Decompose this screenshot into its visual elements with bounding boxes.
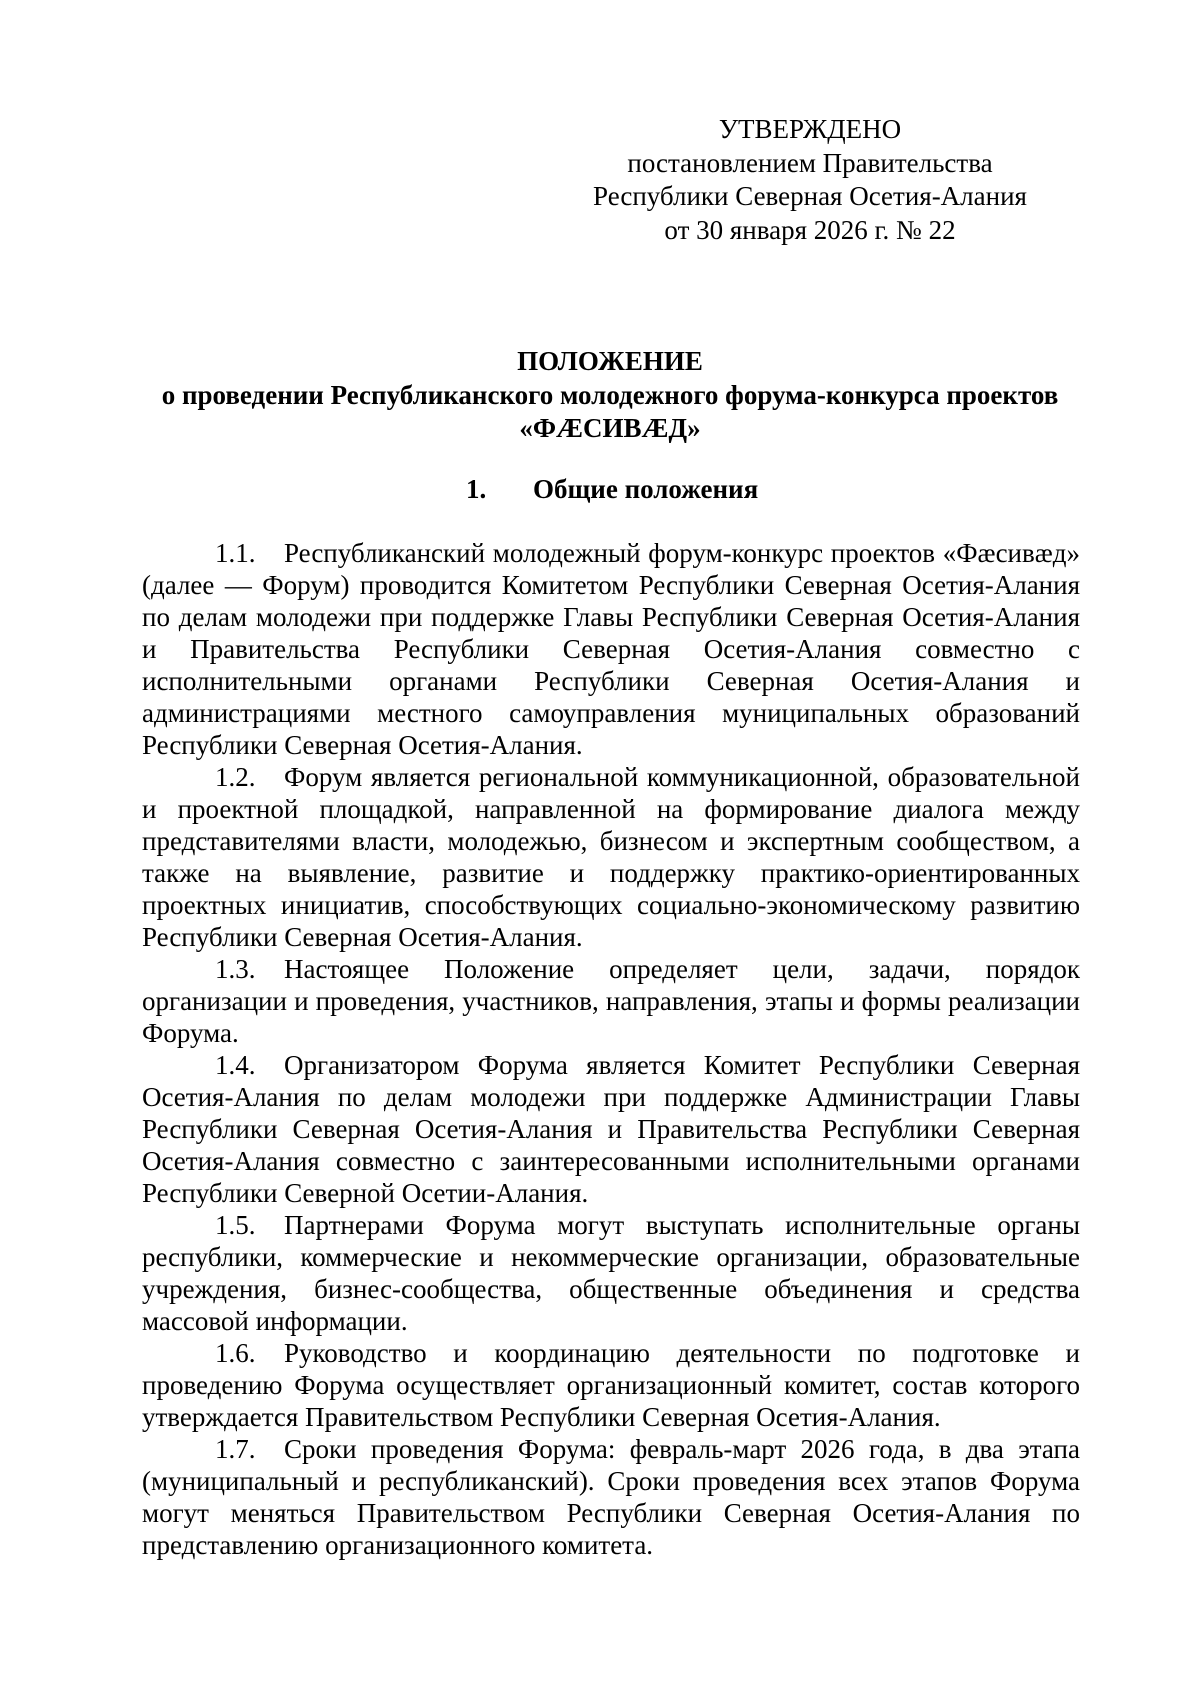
paragraph-number: 1.5. <box>215 1210 256 1240</box>
approval-heading: УТВЕРЖДЕНО <box>718 114 902 144</box>
paragraph-1-1 <box>142 537 1080 761</box>
paragraph-1-7 <box>142 1433 1080 1561</box>
paragraph-text: Сроки проведения Форума: февраль-март 2026 года, в два этапа (муниципальный и республиканский). Сроки проведения всех этапов Форума могут меняться Правительством Республики Северная Осетия-Алания по представлению организационного комитета. <box>142 1434 1080 1560</box>
approval-line-decree: постановлением Правительства <box>627 147 993 178</box>
paragraph-text: Организатором Форума является Комитет Республики Северная Осетия-Алания по делам молодежи при поддержке Администрации Главы Республики Северная Осетия-Алания и Правительства Республики Северная Осетия-Алания совместно с заинтересованными исполнительными органами Республики Северной Осетии-Алания. <box>142 1050 1080 1208</box>
paragraph-1-5 <box>142 1209 1080 1337</box>
approval-line-republic: Республики Северная Осетия-Алания <box>593 181 1027 211</box>
document-subtitle: о проведении Республиканского молодежного форума-конкурса проектов <box>161 379 1059 410</box>
section-body <box>142 537 1080 1561</box>
paragraph-1-3 <box>142 953 1080 1049</box>
paragraph-text: Партнерами Форума могут выступать исполнительные органы республики, коммерческие и некоммерческие организации, образовательные учреждения, бизнес-сообщества, общественные объединения и средства массовой информации. <box>142 1210 1080 1336</box>
paragraph-number: 1.7. <box>215 1434 256 1464</box>
approval-line-date-number: от 30 января 2026 г. № 22 <box>664 214 956 245</box>
paragraph-number: 1.4. <box>215 1050 256 1080</box>
paragraph-1-4 <box>142 1049 1080 1209</box>
paragraph-number: 1.1. <box>215 538 256 568</box>
paragraph-text: Республиканский молодежный форум-конкурс проектов «Фæсивæд» (далее — Форум) проводится Комитетом Республики Северная Осетия-Алания по делам молодежи при поддержке Главы Республики Северная Осетия-Алания и Правительства Республики Северная Осетия-Алания совместно с исполнительными органами Республики Северная Осетия-Алания и администрациями местного самоуправления муниципальных образований Республики Северная Осетия-Алания. <box>142 538 1080 760</box>
section-title: Общие положения <box>533 474 759 504</box>
paragraph-number: 1.3. <box>215 954 256 984</box>
document-forum-name: «ФÆСИВÆД» <box>519 413 701 443</box>
paragraph-1-6 <box>142 1337 1080 1433</box>
document-title-block <box>130 345 1090 446</box>
paragraph-number: 1.2. <box>215 762 256 792</box>
paragraph-text: Настоящее Положение определяет цели, задачи, порядок организации и проведения, участников, направления, этапы и формы реализации Форума. <box>142 954 1080 1048</box>
approval-stamp-block <box>560 113 1060 247</box>
paragraph-number: 1.6. <box>215 1338 256 1368</box>
document-title: ПОЛОЖЕНИЕ <box>517 346 703 376</box>
paragraph-text: Форум является региональной коммуникационной, образовательной и проектной площадкой, направленной на формирование диалога между представителями власти, молодежью, бизнесом и экспертным сообществом, а также на выявление, развитие и поддержку практико-ориентированных проектных инициатив, способствующих социально-экономическому развитию Республики Северная Осетия-Алания. <box>142 762 1080 952</box>
paragraph-text: Руководство и координацию деятельности по подготовке и проведению Форума осуществляет организационный комитет, состав которого утверждается Правительством Республики Северная Осетия-Алания. <box>142 1338 1080 1432</box>
section-heading <box>130 473 1090 507</box>
section-number: 1. <box>466 474 487 504</box>
paragraph-1-2 <box>142 761 1080 953</box>
